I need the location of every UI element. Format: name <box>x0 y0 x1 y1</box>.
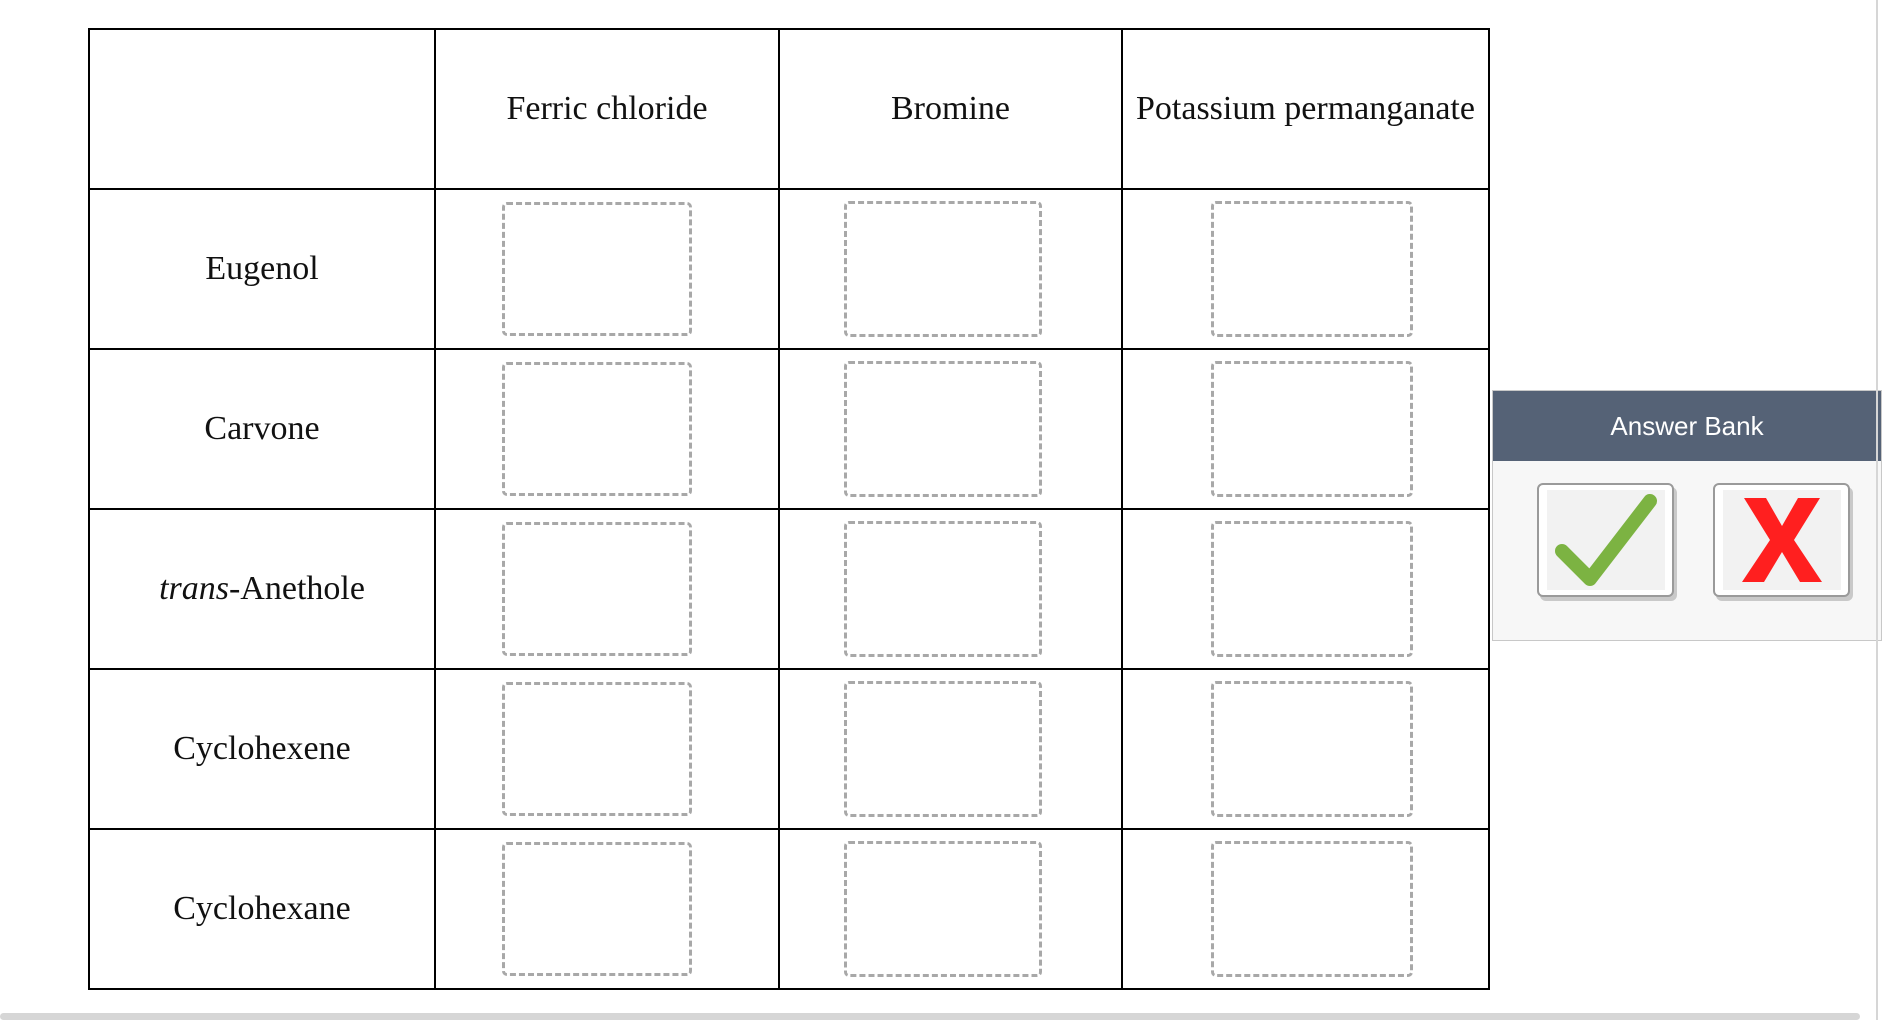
cell-carvone-bromine <box>779 349 1122 509</box>
row-label-text: Cyclohexane <box>173 890 351 927</box>
drop-zone[interactable] <box>1211 841 1413 977</box>
row-label-eugenol <box>89 189 435 349</box>
header-potassium-permanganate: Potassium permanganate <box>1122 29 1489 189</box>
header-ferric-chloride: Ferric chloride <box>435 29 779 189</box>
drop-zone[interactable] <box>502 202 692 336</box>
cell-cyclohexane-bromine <box>779 829 1122 989</box>
drop-zone[interactable] <box>844 841 1042 977</box>
header-corner-cell <box>89 29 435 189</box>
x-mark-answer-tile[interactable] <box>1713 483 1850 597</box>
cell-carvone-potassium-permanganate <box>1122 349 1489 509</box>
cell-cyclohexane-potassium-permanganate <box>1122 829 1489 989</box>
table-header-row <box>89 29 1489 189</box>
row-label-text: -Anethole <box>228 570 365 607</box>
table-row <box>89 189 1489 349</box>
drop-zone[interactable] <box>502 842 692 976</box>
row-label-prefix: trans <box>159 570 229 607</box>
drop-zone[interactable] <box>1211 521 1413 657</box>
row-label-text: Eugenol <box>205 250 319 287</box>
drop-zone[interactable] <box>1211 201 1413 337</box>
answer-bank-title: Answer Bank <box>1493 391 1881 461</box>
cell-trans-anethole-bromine <box>779 509 1122 669</box>
checkmark-icon <box>1554 493 1658 587</box>
row-label-carvone <box>89 349 435 509</box>
row-label-cyclohexene <box>89 669 435 829</box>
reagent-test-table <box>88 28 1490 990</box>
row-label-text: Cyclohexene <box>173 730 351 767</box>
scrollbar-track-vertical <box>1876 0 1878 1020</box>
cell-trans-anethole-potassium-permanganate <box>1122 509 1489 669</box>
drop-zone[interactable] <box>844 681 1042 817</box>
drop-zone[interactable] <box>1211 361 1413 497</box>
cell-eugenol-ferric-chloride <box>435 189 779 349</box>
answer-bank <box>1492 390 1882 641</box>
row-label-text: Carvone <box>204 410 320 447</box>
drop-zone[interactable] <box>844 361 1042 497</box>
tile-inner <box>1723 490 1841 590</box>
table-row <box>89 509 1489 669</box>
checkmark-answer-tile[interactable] <box>1537 483 1674 597</box>
drop-zone[interactable] <box>844 201 1042 337</box>
cell-cyclohexene-ferric-chloride <box>435 669 779 829</box>
x-mark-icon <box>1732 494 1832 586</box>
cell-cyclohexene-potassium-permanganate <box>1122 669 1489 829</box>
drop-zone[interactable] <box>1211 681 1413 817</box>
cell-eugenol-bromine <box>779 189 1122 349</box>
scrollbar-horizontal[interactable] <box>0 1013 1860 1020</box>
cell-eugenol-potassium-permanganate <box>1122 189 1489 349</box>
cell-trans-anethole-ferric-chloride <box>435 509 779 669</box>
cell-cyclohexane-ferric-chloride <box>435 829 779 989</box>
table-row <box>89 349 1489 509</box>
table-row <box>89 829 1489 989</box>
cell-cyclohexene-bromine <box>779 669 1122 829</box>
header-bromine: Bromine <box>779 29 1122 189</box>
drop-zone[interactable] <box>844 521 1042 657</box>
row-label-trans-anethole <box>89 509 435 669</box>
drop-zone[interactable] <box>502 362 692 496</box>
drop-zone[interactable] <box>502 682 692 816</box>
table-row <box>89 669 1489 829</box>
cell-carvone-ferric-chloride <box>435 349 779 509</box>
drop-zone[interactable] <box>502 522 692 656</box>
row-label-cyclohexane <box>89 829 435 989</box>
tile-inner <box>1547 490 1665 590</box>
